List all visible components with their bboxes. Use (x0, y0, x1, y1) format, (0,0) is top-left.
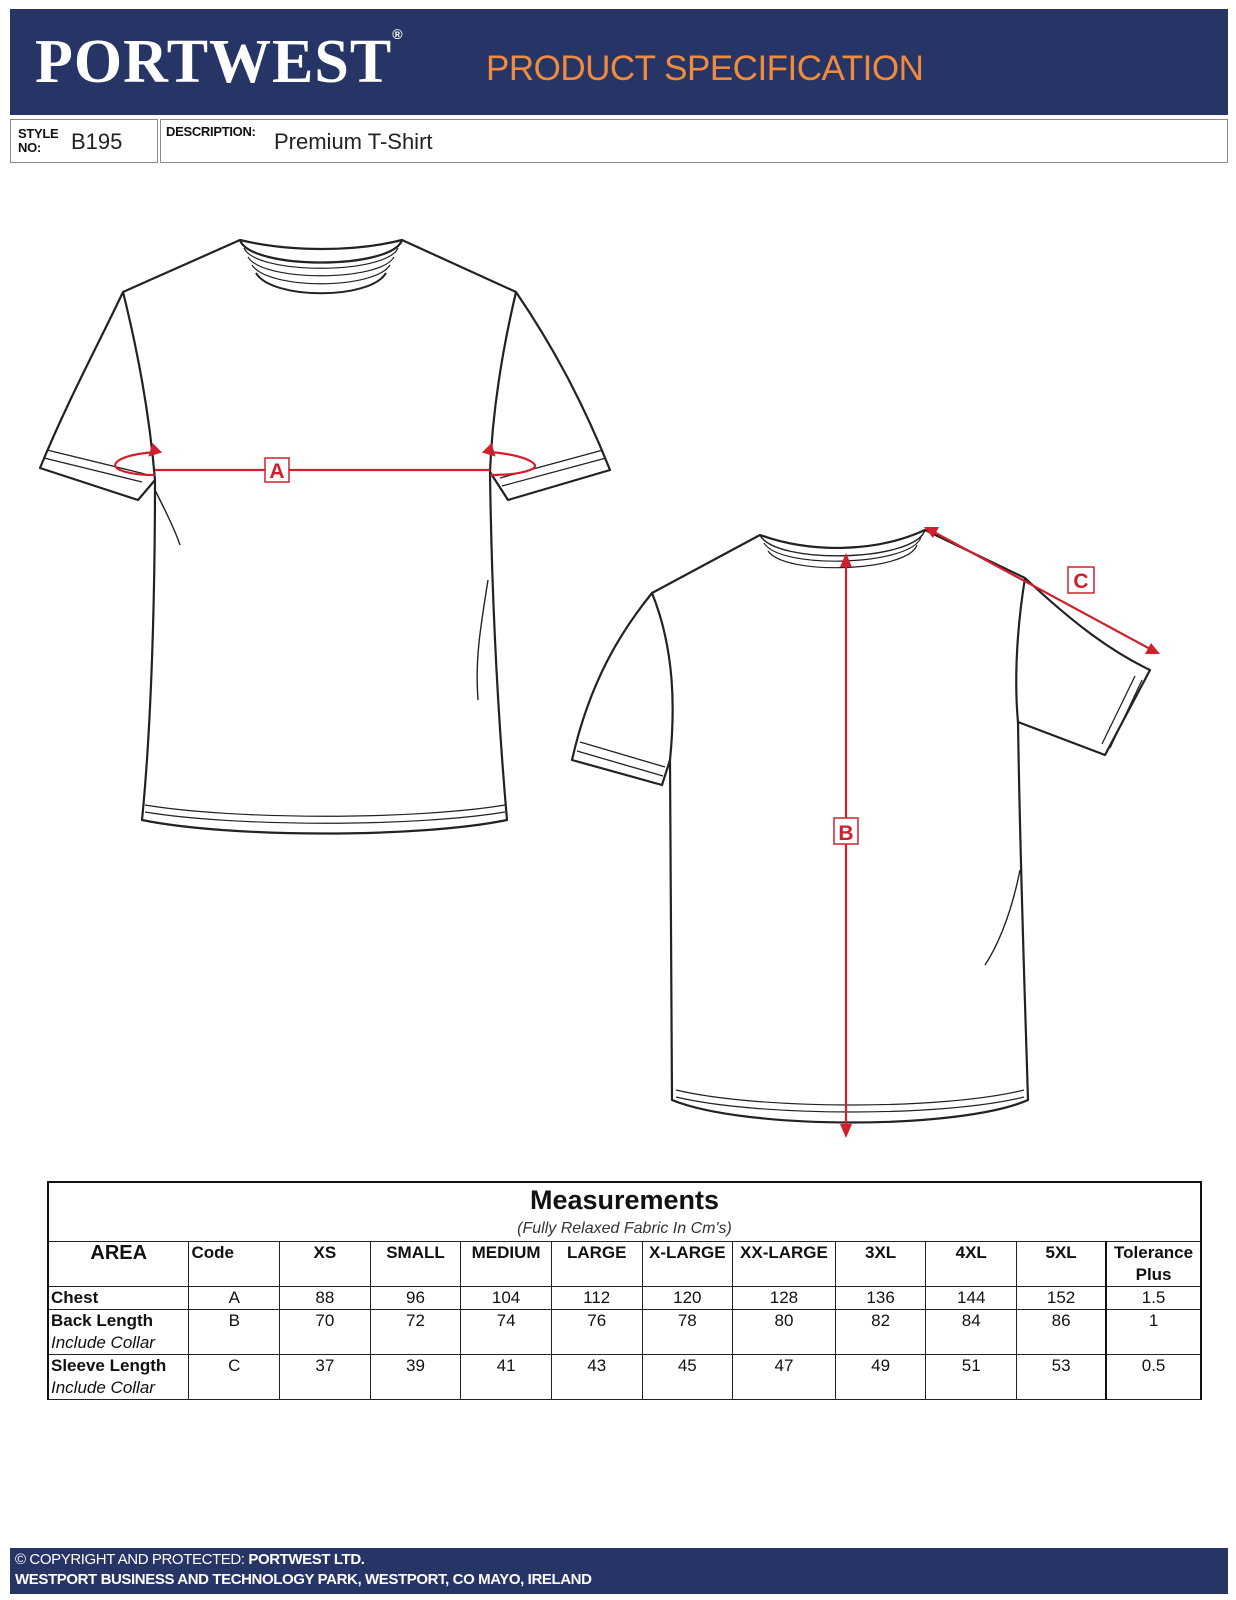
row-area: Sleeve Length (48, 1355, 189, 1378)
copyright-prefix: © COPYRIGHT AND PROTECTED: (15, 1551, 249, 1568)
header-size: 5XL (1017, 1242, 1107, 1265)
header-size: X-LARGE (642, 1242, 733, 1265)
row-value: 39 (370, 1355, 461, 1378)
row-value: 70 (280, 1310, 371, 1333)
header-size: 3XL (835, 1242, 926, 1265)
sleeve-measurement-c (924, 527, 1160, 654)
table-row-back-length (48, 1310, 1201, 1333)
row-value: 152 (1017, 1287, 1107, 1310)
row-value: 47 (733, 1355, 836, 1378)
table-row-chest (48, 1287, 1201, 1310)
row-value: 72 (370, 1310, 461, 1333)
row-tolerance: 0.5 (1106, 1355, 1201, 1378)
measurements-table (47, 1181, 1202, 1400)
row-value: 78 (642, 1310, 733, 1333)
row-value: 49 (835, 1355, 926, 1378)
back-length-measurement-b (840, 553, 852, 1138)
row-value: 80 (733, 1310, 836, 1333)
row-value: 82 (835, 1310, 926, 1333)
row-value: 76 (551, 1310, 642, 1333)
row-value: 41 (461, 1355, 552, 1378)
row-value: 43 (551, 1355, 642, 1378)
header-code: Code (189, 1242, 280, 1265)
row-value: 104 (461, 1287, 552, 1310)
row-value: 84 (926, 1310, 1017, 1333)
address-line: WESTPORT BUSINESS AND TECHNOLOGY PARK, WESTPORT, CO MAYO, IRELAND (15, 1571, 592, 1588)
description-value: Premium T-Shirt (274, 129, 433, 154)
header-tolerance-plus: Plus (1106, 1264, 1201, 1287)
footer-banner (10, 1548, 1228, 1594)
chest-arrow-left (150, 445, 160, 455)
style-label-line2: NO: (18, 140, 41, 155)
row-value: 120 (642, 1287, 733, 1310)
header-size: LARGE (551, 1242, 642, 1265)
row-value: 88 (280, 1287, 371, 1310)
row-value: 74 (461, 1310, 552, 1333)
header-size: XS (280, 1242, 371, 1265)
chest-measurement-a (115, 445, 535, 475)
row-value: 96 (370, 1287, 461, 1310)
row-value: 128 (733, 1287, 836, 1310)
row-area-note: Include Collar (48, 1332, 189, 1355)
header-area: AREA (48, 1242, 189, 1265)
copyright-company: PORTWEST LTD. (248, 1551, 365, 1568)
row-code: C (189, 1355, 280, 1378)
marker-b: B (838, 822, 854, 845)
table-row-sleeve-length-sub (48, 1377, 1201, 1400)
row-tolerance: 1 (1106, 1310, 1201, 1333)
row-code: A (189, 1287, 280, 1310)
marker-c: C (1073, 570, 1089, 593)
marker-a: A (269, 460, 285, 483)
header-size: XX-LARGE (733, 1242, 836, 1265)
description-label: DESCRIPTION: (166, 124, 256, 139)
row-value: 53 (1017, 1355, 1107, 1378)
row-value: 51 (926, 1355, 1017, 1378)
brand-logo-text: PORTWEST (35, 28, 393, 96)
registered-mark: ® (392, 26, 404, 42)
row-value: 86 (1017, 1310, 1107, 1333)
header-size: SMALL (370, 1242, 461, 1265)
back-view-tshirt (572, 530, 1150, 1123)
row-value: 112 (551, 1287, 642, 1310)
row-area-note: Include Collar (48, 1377, 189, 1400)
front-view-tshirt (40, 240, 610, 834)
row-value: 45 (642, 1355, 733, 1378)
copyright-line (15, 1551, 365, 1568)
header-tolerance: Tolerance (1106, 1242, 1201, 1265)
style-number-value: B195 (71, 129, 123, 154)
row-value: 136 (835, 1287, 926, 1310)
header-size: 4XL (926, 1242, 1017, 1265)
page-title: PRODUCT SPECIFICATION (486, 49, 924, 88)
row-area: Chest (48, 1287, 189, 1310)
row-tolerance: 1.5 (1106, 1287, 1201, 1310)
row-code: B (189, 1310, 280, 1333)
table-subtitle: (Fully Relaxed Fabric In Cm's) (48, 1217, 1201, 1242)
row-value: 37 (280, 1355, 371, 1378)
table-row-back-length-sub (48, 1332, 1201, 1355)
header-size: MEDIUM (461, 1242, 552, 1265)
style-label-line1: STYLE (18, 126, 59, 141)
table-title: Measurements (48, 1182, 1201, 1217)
row-area: Back Length (48, 1310, 189, 1333)
table-row-sleeve-length (48, 1355, 1201, 1378)
row-value: 144 (926, 1287, 1017, 1310)
chest-arrow-right (484, 445, 494, 455)
